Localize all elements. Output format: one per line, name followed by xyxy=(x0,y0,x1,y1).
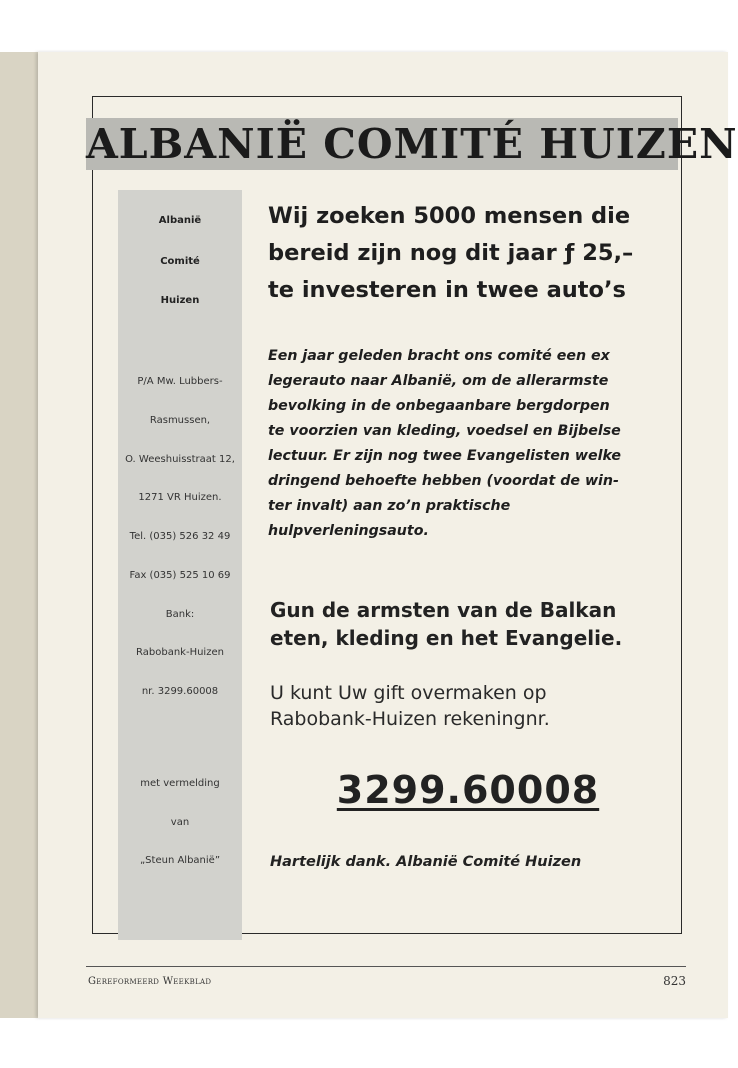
publication-name: Gereformeerd Weekblad xyxy=(88,976,212,987)
transfer-line: U kunt Uw gift overmaken op xyxy=(270,682,547,704)
body-line: dringend behoefte hebben (voordat de win- xyxy=(268,473,619,489)
body-paragraph xyxy=(268,344,668,544)
sidebar-note-line: van xyxy=(170,817,190,828)
account-number: 3299.60008 xyxy=(336,768,600,812)
body-line: bevolking in de onbegaanbare bergdorpen xyxy=(268,398,610,414)
body-line: ter invalt) aan zo’n praktische xyxy=(268,498,511,514)
sidebar-bank-number: nr. 3299.60008 xyxy=(141,686,219,697)
transfer-instructions xyxy=(270,680,670,732)
sidebar-phone: Tel. (035) 526 32 49 xyxy=(129,531,231,542)
headline-line: te investeren in twee auto’s xyxy=(268,277,626,303)
sidebar-org-line: Comité xyxy=(160,256,200,267)
ad-title: ALBANIË COMITÉ HUIZEN xyxy=(86,120,738,168)
headline-line: Wij zoeken 5000 mensen die xyxy=(268,203,631,229)
subhead-line: eten, kleding en het Evangelie. xyxy=(270,626,623,650)
body-line: Een jaar geleden bracht ons comité een ex xyxy=(268,348,610,364)
sidebar-address-line: O. Weeshuisstraat 12, xyxy=(125,454,235,465)
sidebar-address-line: P/A Mw. Lubbers- xyxy=(137,376,223,387)
sidebar-org-line: Albanië xyxy=(158,215,202,226)
headline xyxy=(268,198,680,309)
body-line: lectuur. Er zijn nog twee Evangelisten welke xyxy=(268,448,621,464)
sidebar-fax: Fax (035) 525 10 69 xyxy=(129,570,231,581)
transfer-line: Rabobank-Huizen rekeningnr. xyxy=(270,708,550,730)
sidebar-note-line: „Steun Albanië” xyxy=(140,855,220,866)
sidebar-org-line: Huizen xyxy=(160,295,200,306)
body-line: hulpverleningsauto. xyxy=(268,523,429,539)
sidebar-bank-label: Bank: xyxy=(165,609,195,620)
footer-rule xyxy=(86,966,686,967)
sidebar-note-line: met vermelding xyxy=(140,778,220,789)
sidebar-bank-name: Rabobank-Huizen xyxy=(136,647,224,658)
subhead-line: Gun de armsten van de Balkan xyxy=(270,598,617,622)
body-line: te voorzien van kleding, voedsel en Bijbelse xyxy=(268,423,621,439)
page-spine xyxy=(0,52,38,1018)
page-number: 823 xyxy=(663,974,686,988)
sidebar-address-line: Rasmussen, xyxy=(149,415,211,426)
sidebar-address-line: 1271 VR Huizen. xyxy=(138,492,222,503)
body-line: legerauto naar Albanië, om de allerarmste xyxy=(268,373,609,389)
headline-line: bereid zijn nog dit jaar ƒ 25,– xyxy=(268,240,634,266)
subheadline xyxy=(270,596,680,652)
thanks-line: Hartelijk dank. Albanië Comité Huizen xyxy=(270,854,582,870)
